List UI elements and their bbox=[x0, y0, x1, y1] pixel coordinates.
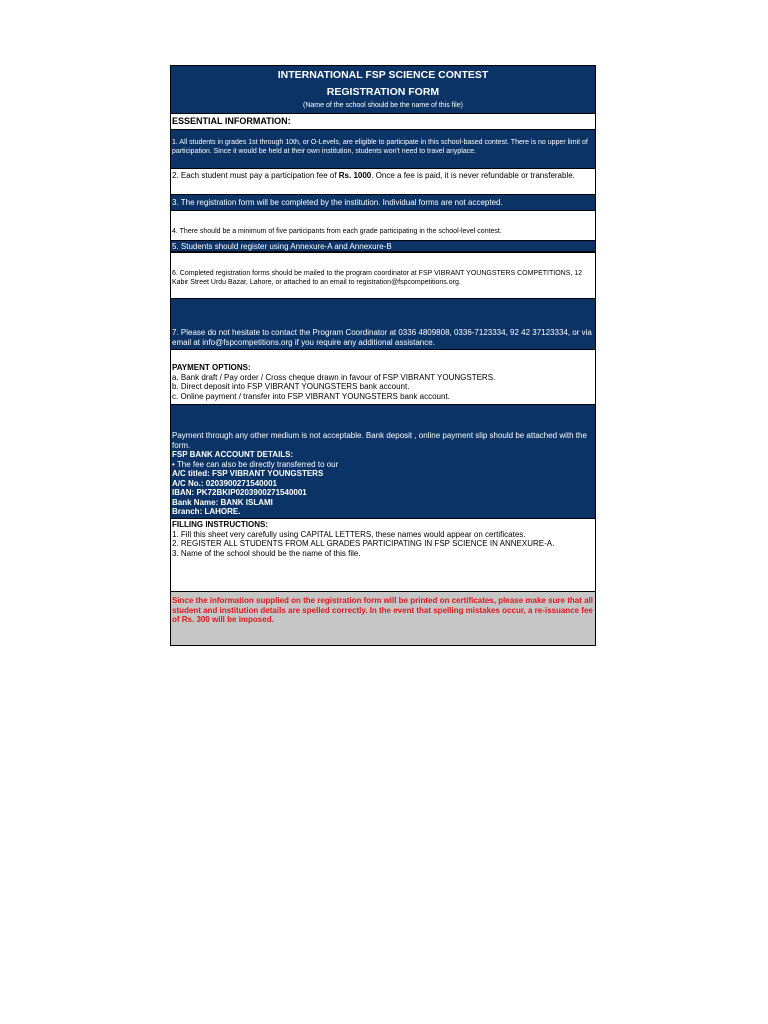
point-2-text bbox=[171, 171, 595, 181]
payment-option-c: c. Online payment / transfer into FSP VIBRANT YOUNGSTERS bank account. bbox=[172, 391, 450, 401]
payment-options-heading: PAYMENT OPTIONS: bbox=[172, 363, 251, 372]
form-title-line2: REGISTRATION FORM bbox=[326, 86, 440, 98]
bank-details-row bbox=[171, 405, 595, 519]
account-number: A/C No.: 0203900271540001 bbox=[172, 478, 277, 488]
point-5-text: 5. Students should register using Annexure-A and Annexure-B bbox=[172, 242, 392, 251]
account-title: A/C titled: FSP VIBRANT YOUNGSTERS bbox=[172, 469, 324, 478]
form-title-line1: INTERNATIONAL FSP SCIENCE CONTEST bbox=[277, 69, 489, 81]
payment-medium-note: Payment through any other medium is not acceptable. Bank deposit , online payment slip should be attached with the form. bbox=[172, 431, 587, 450]
participation-fee: Rs. 1000 bbox=[338, 171, 372, 180]
bank-details-heading: FSP BANK ACCOUNT DETAILS: bbox=[172, 450, 294, 459]
point-2-post: . Once a fee is paid, it is never refundable or transferable. bbox=[371, 171, 575, 180]
filling-instructions-heading: FILLING INSTRUCTIONS: bbox=[172, 520, 268, 529]
form-subtitle: (Name of the school should be the name of this file) bbox=[303, 102, 463, 109]
warning-row bbox=[171, 592, 595, 645]
point-2-pre: 2. Each student must pay a participation fee of bbox=[172, 171, 339, 180]
filling-instructions-row bbox=[171, 519, 595, 592]
form-header bbox=[171, 66, 595, 114]
iban: IBAN: PK72BKIP0203900271540001 bbox=[172, 488, 307, 497]
registration-form-sheet bbox=[170, 65, 596, 646]
spelling-warning: Since the information supplied on the registration form will be printed on certificates, please make sure that all student and institution details are spelled correctly. In the event that spelling mistakes occur, a re-issuance fee of Rs. 300 will be imposed. bbox=[172, 596, 593, 624]
point-1-row bbox=[171, 130, 595, 169]
point-5-row bbox=[171, 241, 595, 253]
point-3-text: 3. The registration form will be completed by the institution. Individual forms are not accepted. bbox=[172, 198, 503, 207]
filling-instruction-3: 3. Name of the school should be the name of this file. bbox=[172, 548, 361, 558]
filling-instruction-1: 1. Fill this sheet very carefully using CAPITAL LETTERS, these names would appear on certificates. bbox=[172, 529, 526, 539]
point-7-row bbox=[171, 299, 595, 350]
point-6-row bbox=[171, 253, 595, 299]
payment-options-row bbox=[171, 350, 595, 405]
payment-option-a: a. Bank draft / Pay order / Cross cheque drawn in favour of FSP VIBRANT YOUNGSTERS. bbox=[172, 372, 496, 382]
filling-instruction-2: 2. REGISTER ALL STUDENTS FROM ALL GRADES PARTICIPATING IN FSP SCIENCE IN ANNEXURE-A. bbox=[172, 539, 555, 548]
branch: Branch: LAHORE. bbox=[172, 507, 241, 516]
payment-option-b: b. Direct deposit into FSP VIBRANT YOUNGSTERS bank account. bbox=[172, 382, 410, 391]
bank-name: Bank Name: BANK ISLAMI bbox=[172, 497, 273, 507]
direct-transfer-note: • The fee can also be directly transferred to our bbox=[172, 459, 339, 469]
point-4-row bbox=[171, 211, 595, 241]
point-2-row bbox=[171, 169, 595, 195]
point-3-row bbox=[171, 195, 595, 211]
point-7-text: 7. Please do not hesitate to contact the Program Coordinator at 0336 4809808, 0336-7123334, 92 42 37123334, or via email at info@fspcompetitions.org if you require any additional assistance. bbox=[172, 328, 592, 347]
point-4-text: 4. There should be a minimum of five participants from each grade participating in the school-level contest. bbox=[172, 228, 502, 235]
point-6-text: 6. Completed registration forms should be mailed to the program coordinator at FSP VIBRANT YOUNGSTERS COMPETITIONS, 12 Kabir Street Urdu Bazar, Lahore, or attached to an email to registration@fspcompetitions.org. bbox=[172, 270, 583, 286]
point-1-text: 1. All students in grades 1st through 10th, or O-Levels, are eligible to participate in this school-based contest. There is no upper limit of participation. Since it would be held at their own institution, students won't need to travel anyplace. bbox=[172, 139, 588, 155]
essential-heading: ESSENTIAL INFORMATION: bbox=[171, 114, 595, 130]
